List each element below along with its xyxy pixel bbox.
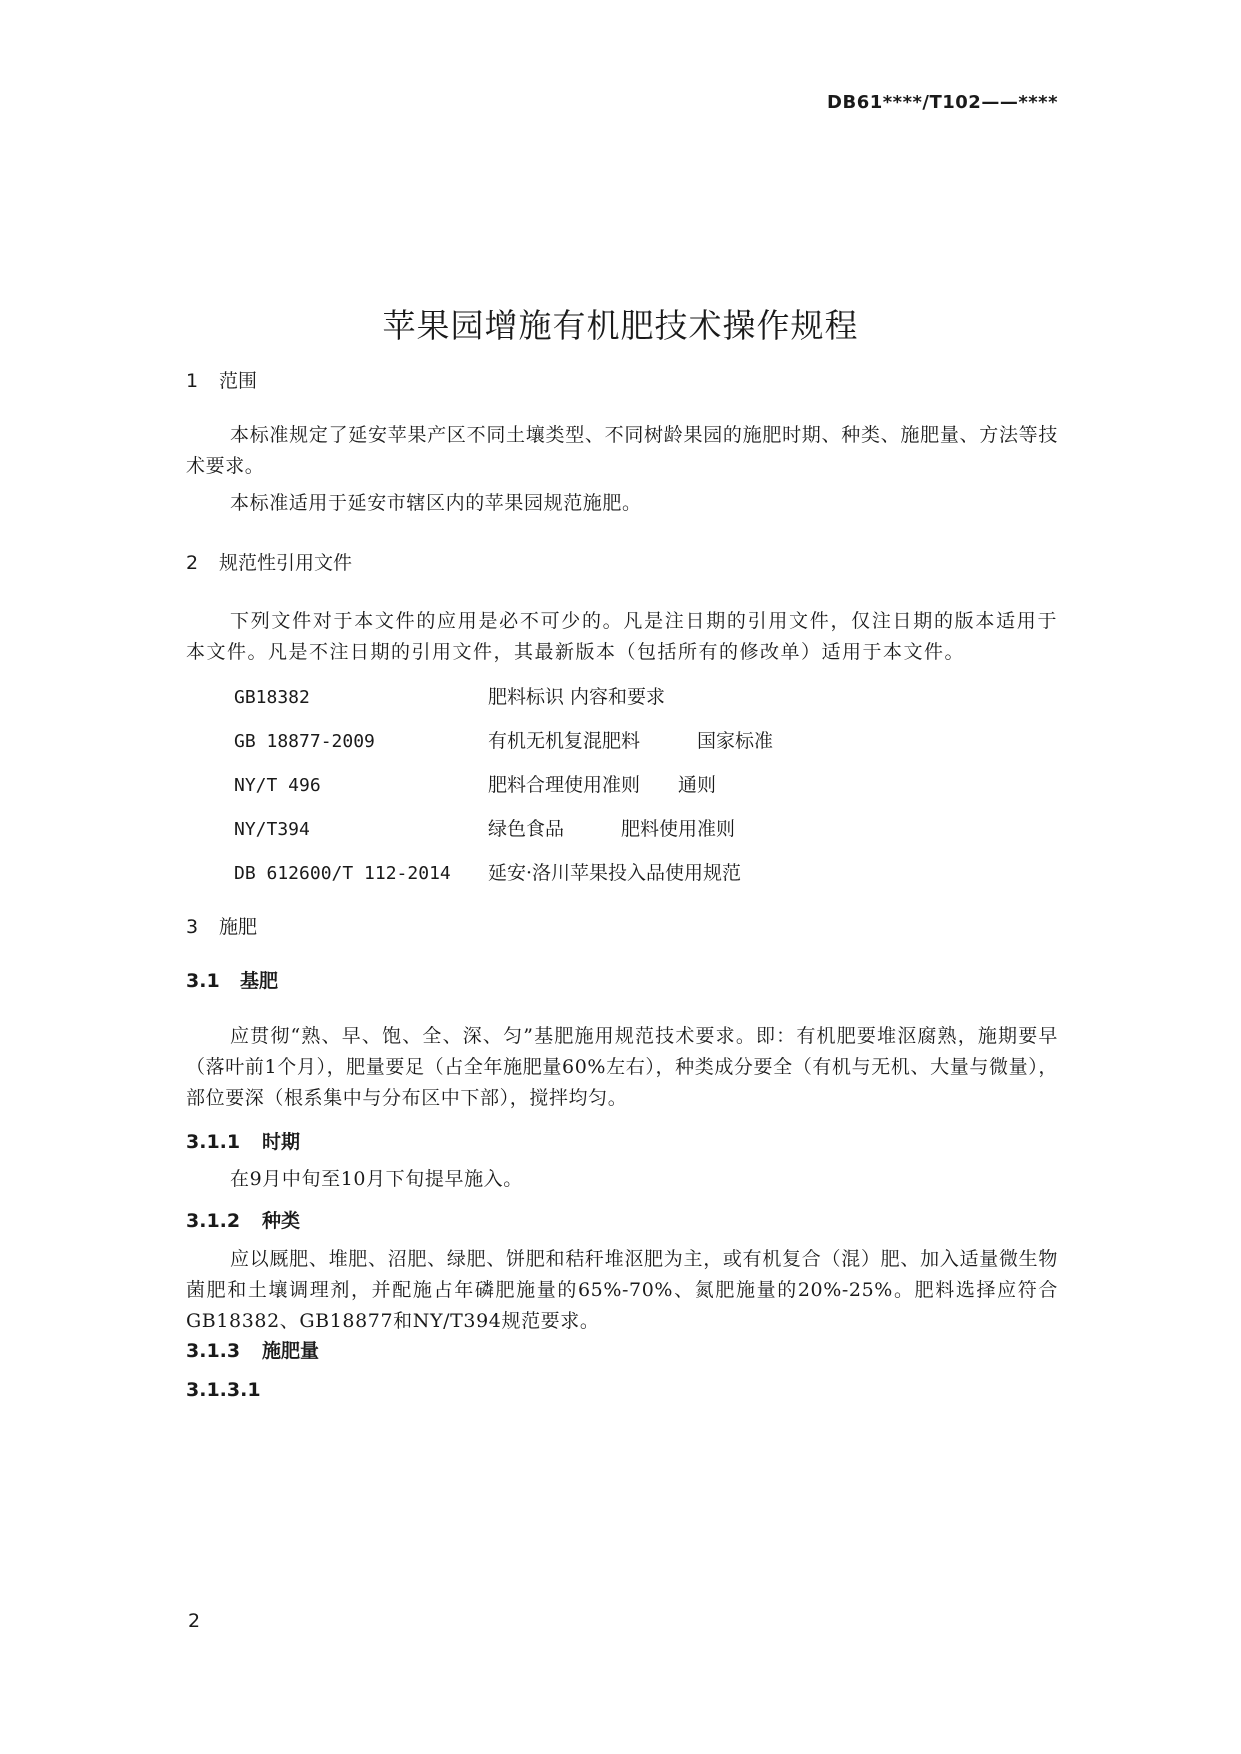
section-title: 基肥 <box>240 970 279 992</box>
section-heading-3 <box>186 912 257 939</box>
subsection-heading-3-1-2 <box>186 1206 300 1233</box>
base-fertilizer-paragraph: 应贯彻“熟、早、饱、全、深、匀”基肥施用规范技术要求。即：有机肥要堆沤腐熟，施期要早（落叶前1个月），肥量要足（占全年施肥量60%左右），种类成分要全（有机与无机、大量与微量），部位要深（根系集中与分布区中下部），搅拌均匀。 <box>186 1025 1058 1109</box>
section-number: 3 <box>186 916 199 938</box>
section-number: 2 <box>186 552 199 574</box>
reference-row <box>234 858 741 885</box>
reference-row <box>234 726 773 753</box>
scope-paragraph-1: 本标准规定了延安苹果产区不同土壤类型、不同树龄果园的施肥时期、种类、施肥量、方法等技术要求。 <box>186 424 1058 477</box>
reference-code: GB 18877-2009 <box>234 731 375 752</box>
section-title: 施肥量 <box>262 1340 320 1362</box>
reference-title: 延安·洛川苹果投入品使用规范 <box>488 862 742 884</box>
reference-code: DB 612600/T 112-2014 <box>234 863 451 884</box>
reference-code: GB18382 <box>234 687 310 708</box>
reference-title: 肥料标识 内容和要求 <box>488 686 666 708</box>
normative-references-paragraph: 下列文件对于本文件的应用是必不可少的。凡是注日期的引用文件，仅注日期的版本适用于本文件。凡是不注日期的引用文件，其最新版本（包括所有的修改单）适用于本文件。 <box>186 610 1058 663</box>
section-title: 种类 <box>262 1210 301 1232</box>
section-title: 施肥 <box>219 916 258 938</box>
reference-title: 肥料合理使用准则 通则 <box>488 774 717 796</box>
reference-row <box>234 682 665 709</box>
subsection-heading-3-1-3 <box>186 1336 319 1363</box>
subsection-heading-3-1-3-1 <box>186 1379 261 1401</box>
reference-code: NY/T394 <box>234 819 310 840</box>
reference-title: 绿色食品 肥料使用准则 <box>488 818 736 840</box>
section-number: 3.1.1 <box>186 1131 241 1153</box>
section-title: 时期 <box>262 1131 301 1153</box>
reference-row <box>234 814 735 841</box>
section-number: 1 <box>186 370 199 392</box>
section-heading-2 <box>186 548 352 575</box>
timing-paragraph: 在9月中旬至10月下旬提早施入。 <box>230 1168 523 1190</box>
subsection-heading-3-1 <box>186 966 278 993</box>
reference-title: 有机无机复混肥料 国家标准 <box>488 730 774 752</box>
subsection-heading-3-1-1 <box>186 1127 300 1154</box>
reference-code: NY/T 496 <box>234 775 321 796</box>
document-title: 苹果园增施有机肥技术操作规程 <box>382 306 859 345</box>
section-number: 3.1.3.1 <box>186 1379 261 1401</box>
section-title: 范围 <box>219 370 258 392</box>
reference-row <box>234 770 716 797</box>
page-number: 2 <box>188 1610 201 1632</box>
section-title: 规范性引用文件 <box>219 552 353 574</box>
standard-code: DB61****/T102——**** <box>827 92 1058 113</box>
scope-paragraph-2: 本标准适用于延安市辖区内的苹果园规范施肥。 <box>230 492 642 514</box>
section-heading-1 <box>186 366 257 393</box>
section-number: 3.1.2 <box>186 1210 241 1232</box>
types-paragraph: 应以厩肥、堆肥、沼肥、绿肥、饼肥和秸秆堆沤肥为主，或有机复合（混）肥、加入适量微生物菌肥和土壤调理剂，并配施占年磷肥施量的65%-70%、氮肥施量的20%-25%。肥料选择应符合GB18382、GB18877和NY/T394规范要求。 <box>186 1248 1058 1332</box>
section-number: 3.1 <box>186 970 220 992</box>
section-number: 3.1.3 <box>186 1340 241 1362</box>
